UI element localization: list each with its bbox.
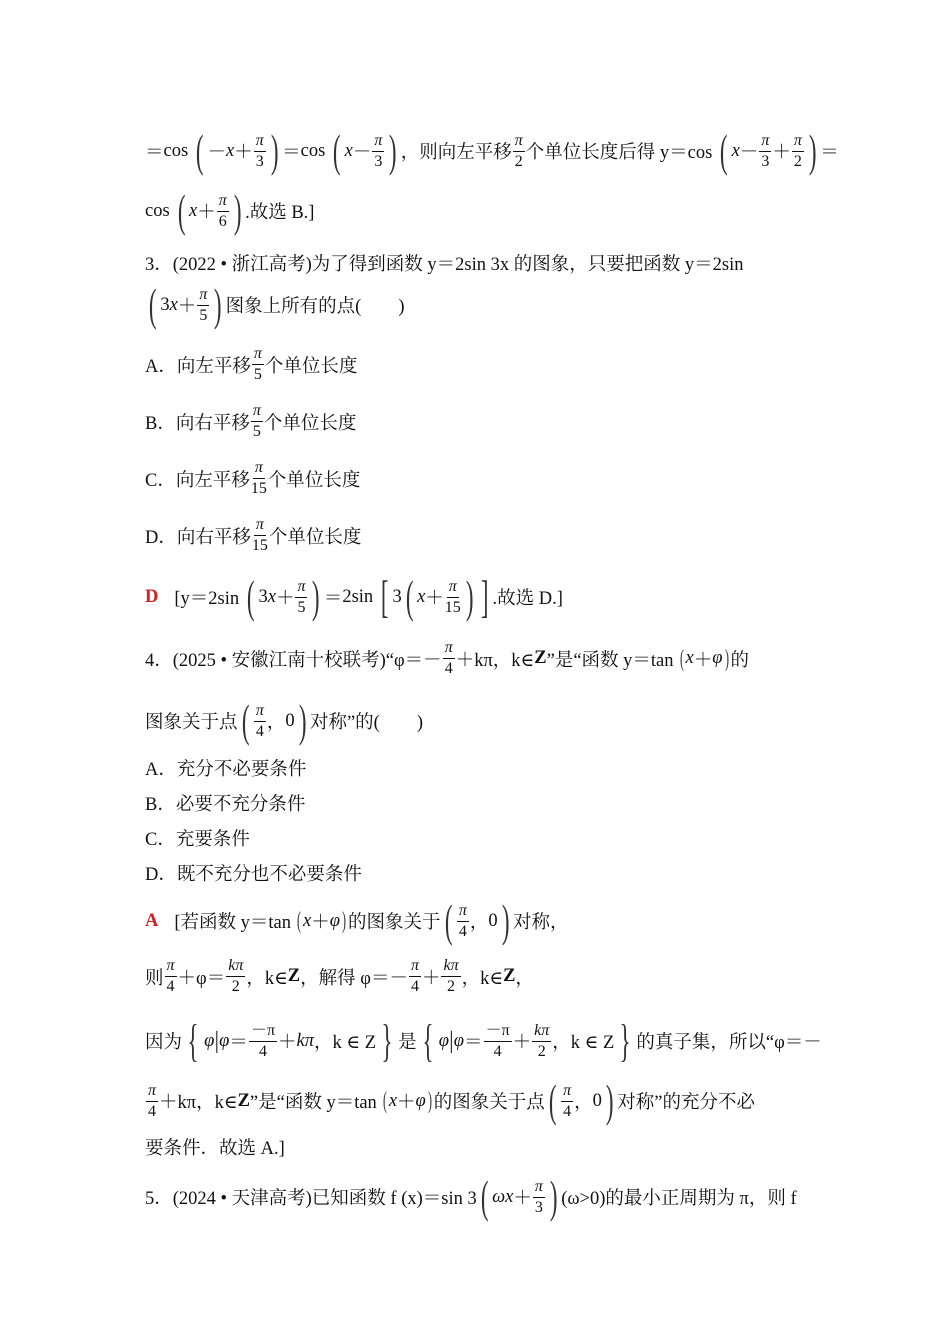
fraction: $\frac{\pi}{4}$ bbox=[458, 901, 467, 940]
answer-letter: A bbox=[145, 910, 159, 931]
paren-group: ( x ＋ $\frac{\pi}{6}$ ) bbox=[177, 185, 242, 236]
answer-letter: D bbox=[145, 586, 159, 607]
paren-group: ( x － $\frac{\pi}{3}$ ＋ $\frac{\pi}{2}$ ) bbox=[720, 125, 817, 176]
fraction: $\frac{\pi}{4}$ bbox=[255, 701, 264, 740]
fraction: $\frac{\pi}{5}$ bbox=[297, 577, 306, 616]
paren-group: ( $\frac{\pi}{4}$ ， 0 ) bbox=[548, 1075, 614, 1126]
question-3-stem: 3．(2022 • 浙江高考)为了得到函数 y＝2sin 3x 的图象，只要把函数 y＝2sin bbox=[145, 255, 744, 275]
fraction: $\frac{-\pi}{4}$ bbox=[485, 1021, 510, 1060]
paren-group: ( ω x ＋ $\frac{\pi}{3}$ ) bbox=[480, 1171, 558, 1222]
question-4-stem: 4．(2025 • 安徽江南十校联考)“φ＝－ $\frac{\pi}{4}$ ＋kπ，k∈ Z ”是“函数 y＝tan ( x ＋ φ ) 的 bbox=[145, 639, 750, 677]
set-group: { φ | φ ＝ $\frac{-\pi}{4}$ ＋ kπ ，k ∈ Z } bbox=[187, 1015, 393, 1066]
q4-solution-2: 则 $\frac{\pi}{4}$ ＋φ＝ $\frac{k\pi}{2}$ ，k∈ Z ，解得 φ＝－ $\frac{\pi}{4}$ ＋ $\frac{k\pi}{2}$ ，k∈ Z ， bbox=[145, 957, 534, 995]
fraction: $\frac{\pi}{4}$ bbox=[166, 957, 175, 995]
paren-group: ( x ＋ φ ) bbox=[382, 1088, 432, 1114]
q3-option-d: D． 向右平移 $\frac{\pi}{15}$ 个单位长度 bbox=[145, 516, 362, 554]
q4-solution-1: A [若函数 y＝tan ( x ＋ φ ) 的图象关于 ( $\frac{\pi}{4}$ ， 0 ) 对称， bbox=[145, 895, 569, 946]
fraction: $\frac{k\pi}{2}$ bbox=[534, 1021, 550, 1060]
paren-group: ( x ＋ $\frac{\pi}{15}$ ) bbox=[405, 571, 474, 622]
fraction: $\frac{\pi}{15}$ bbox=[444, 577, 461, 616]
q4-option-b: B．必要不充分条件 bbox=[145, 795, 306, 815]
fraction: $\frac{\pi}{2}$ bbox=[793, 131, 802, 170]
fraction: $\frac{\pi}{5}$ bbox=[253, 345, 262, 383]
paren-group: ( $\frac{\pi}{4}$ ， 0 ) bbox=[241, 695, 307, 746]
fraction: $\frac{\pi}{15}$ bbox=[250, 459, 267, 497]
paren-group: ( x ＋ φ ) bbox=[297, 908, 346, 934]
fraction: $\frac{k\pi}{2}$ bbox=[228, 957, 244, 995]
fraction: $\frac{k\pi}{2}$ bbox=[443, 957, 459, 995]
paren-group: ( $\frac{\pi}{4}$ ， 0 ) bbox=[444, 895, 510, 946]
paren-group: ( x － $\frac{\pi}{3}$ ) bbox=[333, 125, 397, 176]
fraction: $\frac{\pi}{3}$ bbox=[255, 131, 264, 170]
fraction: $\frac{-\pi}{4}$ bbox=[250, 1021, 276, 1060]
fraction: $\frac{\pi}{2}$ bbox=[514, 131, 523, 170]
fraction: $\frac{\pi}{4}$ bbox=[410, 957, 419, 995]
fraction: $\frac{\pi}{4}$ bbox=[148, 1081, 157, 1120]
bracket-group: [ 3 ( x ＋ $\frac{\pi}{15}$ ) ] bbox=[380, 571, 489, 622]
paren-group: ( 3 x ＋ $\frac{\pi}{5}$ ) bbox=[246, 571, 320, 622]
line-1: ＝ cos ( － x ＋ $\frac{\pi}{3}$ ) ＝ cos ( x － $\frac{\pi}{3}$ ) ，则向左平移 $\frac{\pi}{2}$ 个单位长度后得 y＝cos ( x － $\frac{\pi}{3}$ ＋ $\frac{\pi}{2}$ ) ＝ bbox=[145, 125, 839, 176]
q3-option-b: B． 向右平移 $\frac{\pi}{5}$ 个单位长度 bbox=[145, 402, 357, 440]
fraction: $\frac{\pi}{15}$ bbox=[251, 516, 268, 554]
paren-group: ( x ＋ φ ) bbox=[679, 645, 729, 672]
question-5-stem: 5．(2024 • 天津高考)已知函数 f (x)＝sin 3 ( ω x ＋ $\frac{\pi}{3}$ ) (ω>0)的最小正周期为 π，则 f bbox=[145, 1171, 797, 1222]
paren-group: ( － x ＋ $\frac{\pi}{3}$ ) bbox=[196, 125, 279, 176]
q4-solution-4: $\frac{\pi}{4}$ ＋kπ，k∈ Z ”是“函数 y＝tan ( x ＋ φ ) 的图象关于点 ( $\frac{\pi}{4}$ ， 0 ) 对称”的充分不必 bbox=[148, 1075, 755, 1126]
fraction: $\frac{\pi}{4}$ bbox=[563, 1081, 572, 1120]
q3-solution: D [y＝2sin ( 3 x ＋ $\frac{\pi}{5}$ ) ＝ 2sin [ 3 ( x ＋ $\frac{\pi}{15}$ ) ] .故选 D.] bbox=[145, 571, 563, 622]
question-4-stem-cont: 图象关于点 ( $\frac{\pi}{4}$ ， 0 ) 对称”的( ) bbox=[145, 695, 423, 746]
line-2: cos ( x ＋ $\frac{\pi}{6}$ ) .故选 B.] bbox=[145, 185, 315, 236]
q3-option-c: C． 向左平移 $\frac{\pi}{15}$ 个单位长度 bbox=[145, 459, 361, 497]
fraction: $\frac{\pi}{3}$ bbox=[761, 131, 770, 170]
q3-option-a: A． 向左平移 $\frac{\pi}{5}$ 个单位长度 bbox=[145, 345, 358, 383]
paren-group: ( 3 x ＋ $\frac{\pi}{5}$ ) bbox=[148, 279, 222, 330]
fraction: $\frac{\pi}{3}$ bbox=[374, 131, 383, 170]
question-3-stem-cont: ( 3 x ＋ $\frac{\pi}{5}$ ) 图象上所有的点( ) bbox=[145, 282, 404, 328]
q4-solution-5: 要条件．故选 A.] bbox=[145, 1139, 285, 1159]
fraction: $\frac{\pi}{5}$ bbox=[252, 402, 261, 440]
set-group: { φ | φ ＝ $\frac{-\pi}{4}$ ＋ $\frac{k\pi}{2}$ ，k ∈ Z } bbox=[422, 1015, 631, 1066]
q4-option-a: A．充分不必要条件 bbox=[145, 760, 307, 780]
fraction: $\frac{\pi}{6}$ bbox=[218, 191, 227, 230]
fraction: $\frac{\pi}{4}$ bbox=[444, 639, 453, 677]
fraction: $\frac{\pi}{5}$ bbox=[199, 285, 208, 324]
q4-solution-3: 因为 { φ | φ ＝ $\frac{-\pi}{4}$ ＋ kπ ，k ∈ Z } 是 { φ | φ ＝ $\frac{-\pi}{4}$ ＋ $\frac{k\pi}{2}$ ，k ∈ Z } 的真子集，所以“φ＝－ bbox=[145, 1015, 822, 1066]
fraction: $\frac{\pi}{3}$ bbox=[534, 1177, 543, 1216]
q4-option-c: C．充要条件 bbox=[145, 830, 250, 850]
q4-option-d: D．既不充分也不必要条件 bbox=[145, 865, 362, 885]
